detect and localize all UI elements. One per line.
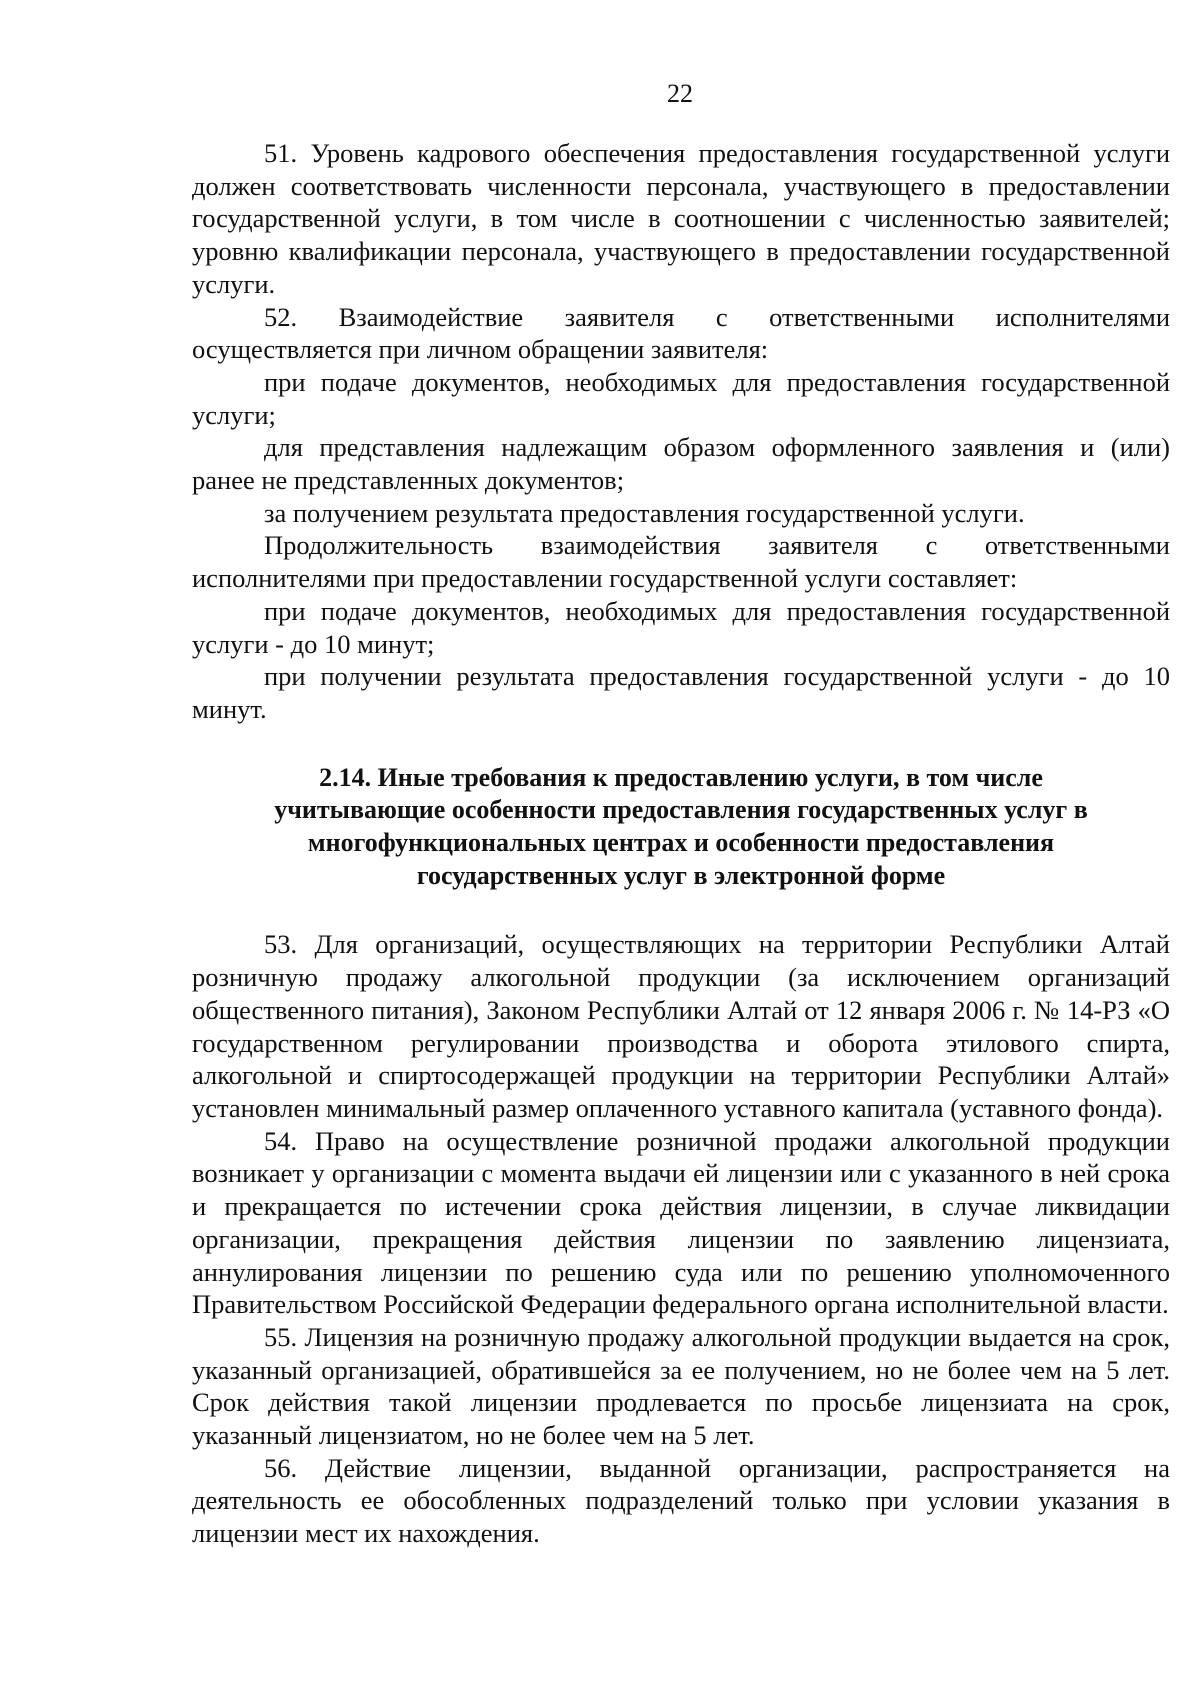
paragraph-duration: Продолжительность взаимодействия заявителя с ответственными исполнителями при предоставлении государственной услуги составляет: (192, 530, 1170, 594)
paragraph-55: 55. Лицензия на розничную продажу алкогольной продукции выдается на срок, указанный организацией, обратившейся за ее получением, но не более чем на 5 лет. Срок действия такой лицензии продлевается по просьбе лицензиата на срок, указанный лицензиатом, но не более чем на 5 лет. (192, 1321, 1170, 1451)
list-item-result: за получением результата предоставления государственной услуги. (264, 497, 1025, 528)
paragraph-52: 52. Взаимодействие заявителя с ответственными исполнителями осуществляется при личном обращении заявителя: (192, 301, 1170, 365)
list-item-application: для представления надлежащим образом оформленного заявления и (или) ранее не представленных документов; (192, 432, 1170, 496)
paragraph-51: 51. Уровень кадрового обеспечения предоставления государственной услуги должен соответствовать численности персонала, участвующего в предоставлении государственной услуги, в том числе в соотношении с численностью заявителей; уровню квалификации персонала, участвующего в предоставлении государственной услуги. (192, 138, 1170, 299)
paragraph-53: 53. Для организаций, осуществляющих на территории Республики Алтай розничную продажу алкогольной продукции (за исключением организаций общественного питания), Законом Республики Алтай от 12 января 2006 г. № 14-РЗ «О государственном регулировании производства и оборота этилового спирта, алкогольной и спиртосодержащей продукции на территории Республики Алтай» установлен минимальный размер оплаченного уставного капитала (уставного фонда). (192, 929, 1170, 1123)
document-body (192, 137, 1170, 1550)
list-item-submission: при подаче документов, необходимых для предоставления государственной услуги; (192, 366, 1170, 430)
section-heading: 2.14. Иные требования к предоставлению услуги, в том числе учитывающие особенности предоставления государственных услуг в многофункциональных центрах и особенности предоставления государственных услуг в электронной форме (274, 762, 1088, 890)
list-item-duration-result: при получении результата предоставления государственной услуги - до 10 минут. (192, 661, 1170, 724)
paragraph-54: 54. Право на осуществление розничной продажи алкогольной продукции возникает у организации с момента выдачи ей лицензии или с указанного в ней срока и прекращается по истечении срока действия лицензии, в случае ликвидации организации, прекращения действия лицензии по заявлению лицензиата, аннулирования лицензии по решению суда или по решению уполномоченного Правительством Российской Федерации федерального органа исполнительной власти. (192, 1125, 1170, 1320)
page-number: 22 (667, 79, 693, 108)
list-item-duration-submission: при подаче документов, необходимых для предоставления государственной услуги - до 10 минут; (192, 595, 1170, 659)
paragraph-56: 56. Действие лицензии, выданной организации, распространяется на деятельность ее обособленных подразделений только при условии указания в лицензии мест их нахождения. (192, 1452, 1170, 1549)
